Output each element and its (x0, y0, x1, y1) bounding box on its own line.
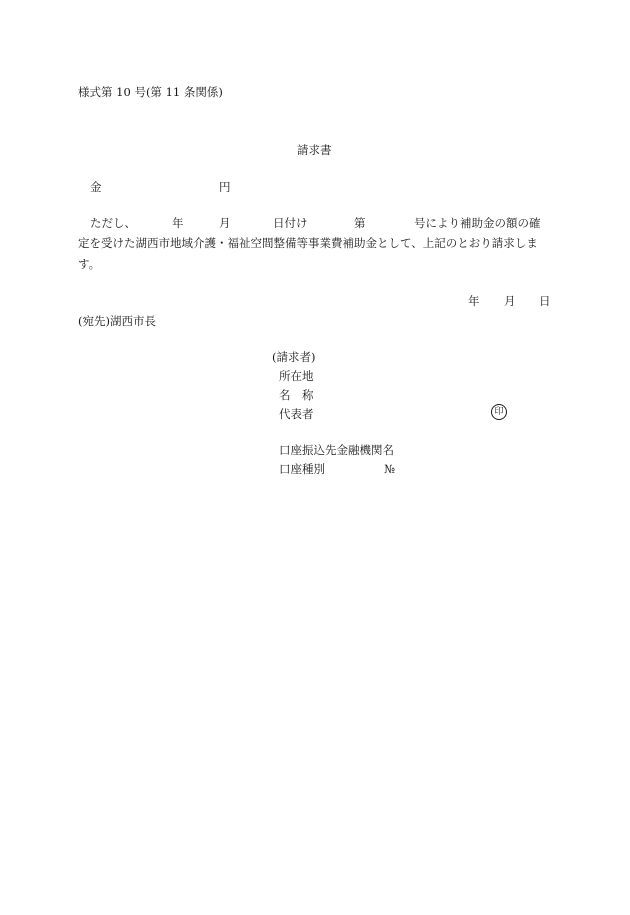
seal-mark-icon: 印 (491, 404, 507, 420)
body-month: 月 (219, 216, 231, 230)
account-type-label: 口座種別 (279, 462, 325, 476)
addressee: (宛先)湖西市長 (78, 314, 156, 328)
amount-prefix: 金 (90, 180, 102, 194)
date-year: 年 (468, 294, 480, 308)
body-date-suffix: 日付け (273, 216, 308, 230)
claimant-representative-label: 代表者 (279, 407, 314, 421)
body-line1-rest: 号により補助金の額の確 (414, 216, 541, 230)
date-day: 日 (539, 294, 551, 308)
body-line-3: す。 (78, 257, 101, 271)
form-number-label: 様式第 10 号(第 11 条関係) (78, 85, 223, 99)
account-number-sign: № (384, 462, 395, 476)
body-dai: 第 (354, 216, 366, 230)
bank-name-label: 口座振込先金融機関名 (279, 443, 394, 457)
body-line-2: 定を受けた湖西市地域介護・福祉空間整備等事業費補助金として、上記のとおり請求しま (78, 236, 538, 250)
amount-unit: 円 (219, 180, 231, 194)
claimant-name-label: 名 称 (279, 388, 314, 402)
document-title: 請求書 (297, 143, 332, 157)
body-year: 年 (172, 216, 184, 230)
body-paragraph (78, 233, 554, 275)
claimant-heading: (請求者) (272, 350, 316, 364)
claimant-location-label: 所在地 (279, 369, 314, 383)
date-month: 月 (504, 294, 516, 308)
body-tadashi: ただし、 (90, 216, 136, 230)
